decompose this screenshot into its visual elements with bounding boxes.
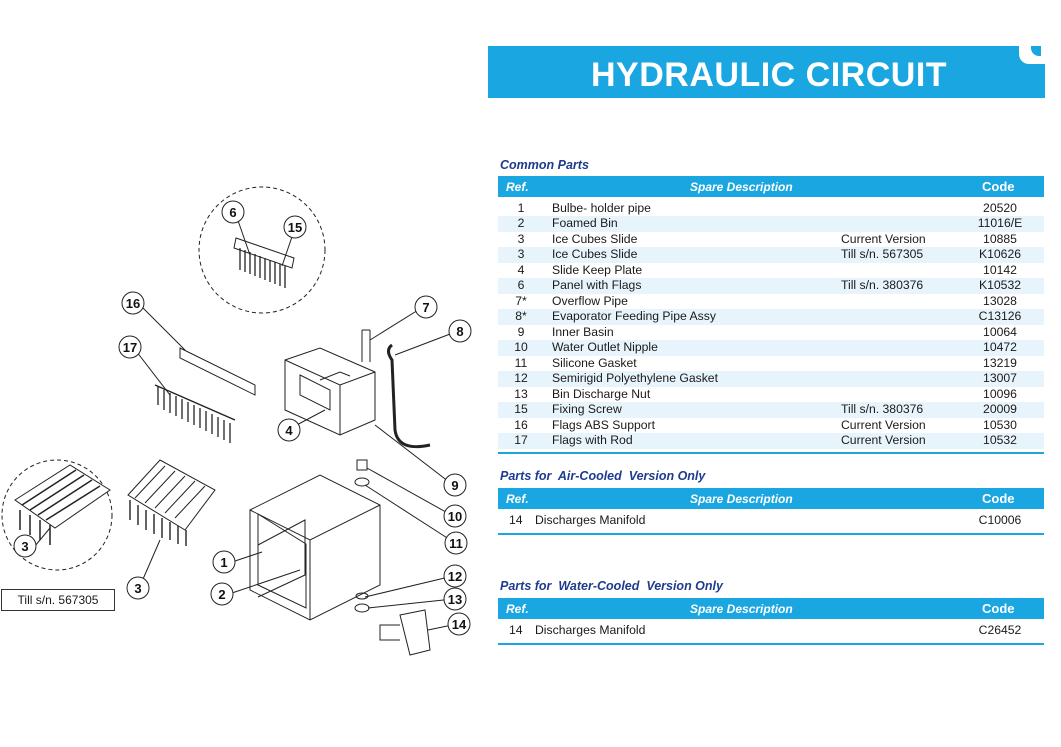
cell-code: K10532: [978, 278, 1022, 293]
callout-7: [415, 296, 437, 318]
table-row: [498, 247, 1044, 262]
cell-desc: Ice Cubes Slide: [552, 247, 638, 262]
cell-code: 10532: [983, 433, 1017, 448]
cell-desc: Inner Basin: [552, 324, 614, 339]
cell-desc: Foamed Bin: [552, 216, 618, 231]
air-cooled-title: Parts for Air-Cooled Version Only: [500, 469, 706, 483]
table-header: [498, 176, 1044, 197]
svg-text:13: 13: [447, 592, 463, 607]
cell-code: C13126: [978, 309, 1022, 324]
svg-text:2: 2: [218, 587, 226, 602]
svg-text:8: 8: [456, 324, 464, 339]
cell-desc: Flags ABS Support: [552, 417, 655, 432]
table-bottom-rule: [498, 533, 1044, 535]
table-row: [498, 232, 1044, 247]
cell-ref: 16: [514, 417, 528, 432]
svg-text:6: 6: [229, 205, 237, 220]
svg-text:4: 4: [285, 423, 293, 438]
table-bottom-rule: [498, 452, 1044, 454]
table-bottom-rule: [498, 643, 1044, 645]
callout-6: [222, 201, 244, 223]
cell-ref: 11: [514, 355, 528, 370]
cell-ref: 1: [517, 201, 525, 215]
discharge-manifold: [380, 610, 430, 655]
header-code: Code: [982, 491, 1015, 506]
table-row: [498, 278, 1044, 293]
cell-code: 10472: [983, 340, 1017, 355]
cell-ref: 15: [514, 402, 528, 417]
cell-ref: 3: [517, 247, 525, 262]
cell-desc: Fixing Screw: [552, 402, 622, 417]
table-row: [498, 402, 1044, 417]
callout-12: [444, 565, 466, 587]
table-row: [498, 263, 1044, 278]
table-row: [498, 340, 1044, 355]
header-code: Code: [982, 601, 1015, 616]
cell-ref: 17: [514, 433, 528, 448]
cell-desc: Silicone Gasket: [552, 355, 637, 370]
cell-desc: Discharges Manifold: [535, 623, 646, 637]
cell-desc: Slide Keep Plate: [552, 262, 643, 277]
callout-1: [213, 551, 235, 573]
cell-code: 20009: [983, 402, 1017, 417]
common-parts-title: Common Parts: [500, 158, 589, 172]
cell-code: 10885: [983, 231, 1017, 246]
callout-9: [444, 474, 466, 496]
cell-code: 10530: [983, 417, 1017, 432]
cell-code: 13007: [983, 371, 1017, 386]
svg-text:14: 14: [451, 617, 467, 632]
cell-ref: 9: [517, 324, 525, 339]
overflow-pipe: [362, 330, 370, 362]
cell-note: Till s/n. 380376: [841, 402, 924, 417]
cell-code: 13028: [983, 293, 1017, 308]
header-banner: [488, 46, 1045, 98]
callout-3: [127, 577, 149, 599]
common-parts-table: [498, 176, 1044, 454]
feeding-pipe: [389, 345, 431, 447]
cell-desc: Discharges Manifold: [535, 513, 646, 527]
cell-ref: 7*: [515, 293, 527, 308]
table-row: [498, 371, 1044, 386]
cell-code: 10064: [983, 324, 1017, 339]
svg-text:10: 10: [447, 509, 463, 524]
header-code: Code: [982, 179, 1015, 194]
cell-code: C26452: [978, 623, 1022, 637]
silicone-gasket: [355, 478, 369, 486]
panel-with-flags: [234, 238, 294, 288]
table-row: [498, 619, 1044, 643]
cell-desc: Panel with Flags: [552, 278, 642, 293]
table-body: [498, 197, 1044, 452]
discharge-nut: [355, 604, 369, 612]
cell-code: 20520: [983, 201, 1017, 215]
svg-text:12: 12: [447, 569, 463, 584]
cell-code: C10006: [978, 513, 1022, 527]
cell-desc: Bin Discharge Nut: [552, 386, 651, 401]
cell-ref: 6: [517, 278, 525, 293]
cell-desc: Bulbe- holder pipe: [552, 201, 651, 215]
cell-desc: Flags with Rod: [552, 433, 633, 448]
table-row: [498, 216, 1044, 231]
cell-code: 10096: [983, 386, 1017, 401]
table-row: [498, 356, 1044, 371]
cell-ref: 10: [514, 340, 528, 355]
svg-text:16: 16: [125, 296, 141, 311]
table-row: [498, 418, 1044, 433]
callout-11: [445, 532, 467, 554]
callout-15: [284, 216, 306, 238]
table-row: [498, 325, 1044, 340]
svg-text:15: 15: [287, 220, 303, 235]
air-cooled-table: [498, 488, 1044, 535]
cell-note: Current Version: [841, 417, 926, 432]
header-desc: Spare Description: [690, 602, 793, 616]
header-desc: Spare Description: [690, 180, 793, 194]
table-row: [498, 201, 1044, 216]
cell-note: Current Version: [841, 231, 926, 246]
water-cooled-title: Parts for Water-Cooled Version Only: [500, 579, 723, 593]
header-desc: Spare Description: [690, 492, 793, 506]
foamed-bin: [250, 475, 380, 620]
table-row: [498, 387, 1044, 402]
callout-2: [211, 583, 233, 605]
flags-support: [180, 348, 255, 395]
callout-16: [122, 292, 144, 314]
water-outlet-nipple: [357, 460, 367, 470]
svg-text:17: 17: [122, 340, 138, 355]
cell-ref: 12: [514, 371, 528, 386]
cell-ref: 14: [509, 513, 523, 527]
table-header: [498, 598, 1044, 619]
table-header: [498, 488, 1044, 509]
banner-corner-tab: [1019, 46, 1045, 64]
flags-with-rod: [155, 385, 235, 443]
svg-text:3: 3: [21, 539, 29, 554]
callout-14: [448, 613, 470, 635]
cell-ref: 13: [514, 386, 528, 401]
cell-desc: Water Outlet Nipple: [552, 340, 658, 355]
svg-text:1: 1: [220, 555, 228, 570]
table-row: [498, 509, 1044, 533]
svg-text:7: 7: [422, 300, 430, 315]
ice-cubes-slide: [128, 460, 215, 546]
svg-text:9: 9: [451, 478, 459, 493]
callout-10: [444, 505, 466, 527]
cell-desc: Ice Cubes Slide: [552, 231, 638, 246]
cell-code: 11016/E: [977, 216, 1023, 231]
cell-desc: Overflow Pipe: [552, 293, 628, 308]
callout-17: [119, 336, 141, 358]
cell-desc: Semirigid Polyethylene Gasket: [552, 371, 718, 386]
callout-3-old: [14, 535, 36, 557]
cell-ref: 4: [517, 262, 525, 277]
header-ref: Ref.: [506, 602, 529, 616]
table-row: [498, 309, 1044, 324]
cell-code: 13219: [983, 355, 1017, 370]
page-title: HYDRAULIC CIRCUIT: [591, 56, 948, 94]
svg-text:3: 3: [134, 581, 142, 596]
cell-ref: 14: [509, 623, 523, 637]
cell-ref: 3: [517, 231, 525, 246]
cell-note: Till s/n. 567305: [841, 247, 924, 262]
cell-ref: 8*: [515, 309, 527, 324]
header-ref: Ref.: [506, 180, 529, 194]
cell-note: Till s/n. 380376: [841, 278, 924, 293]
cell-ref: 2: [517, 216, 525, 231]
water-cooled-table: [498, 598, 1044, 645]
cell-code: K10626: [978, 247, 1022, 262]
header-ref: Ref.: [506, 492, 529, 506]
callout-4: [278, 419, 300, 441]
serial-note: Till s/n. 567305: [1, 589, 115, 611]
cell-note: Current Version: [841, 433, 926, 448]
cell-code: 10142: [983, 262, 1017, 277]
callout-8: [449, 320, 471, 342]
table-row: [498, 294, 1044, 309]
old-ice-slide: [15, 465, 110, 545]
callout-13: [444, 588, 466, 610]
table-row: [498, 433, 1044, 448]
cell-desc: Evaporator Feeding Pipe Assy: [552, 309, 716, 324]
svg-text:11: 11: [449, 536, 463, 551]
